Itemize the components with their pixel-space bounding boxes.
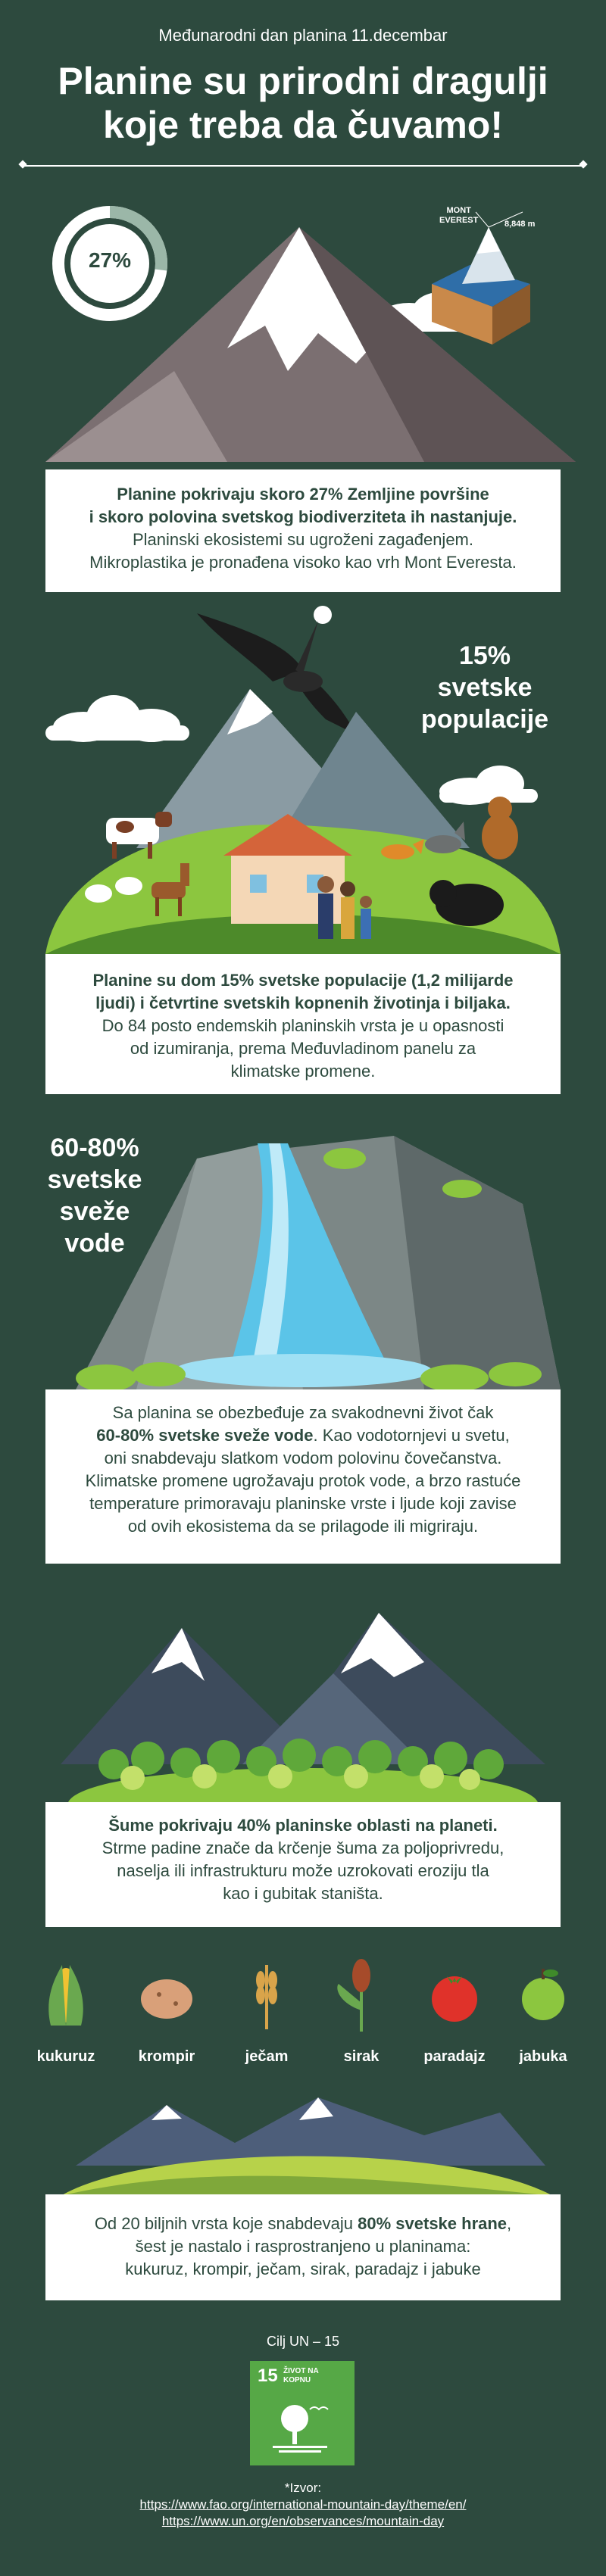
sorghum-icon	[337, 1959, 370, 2032]
s5-text-start: Od 20 biljnih vrsta koje snabdevaju	[94, 2214, 358, 2233]
s4-text-2: naselja ili infrastrukturu može uzrokovati eroziju tla	[117, 1861, 489, 1880]
s3-text-1: Sa planina se obezbeđuje za svakodnevni život čak	[112, 1403, 494, 1422]
s3-bold: 60-80% svetske sveže vode	[96, 1426, 314, 1445]
water-stat-3: sveže	[59, 1197, 130, 1226]
sdg-text	[283, 2367, 319, 2385]
page-title	[0, 59, 606, 147]
section5-textbox	[45, 2194, 561, 2300]
s5-bold: 80% svetske hrane	[358, 2214, 508, 2233]
crop-label-barley: ječam	[245, 2048, 289, 2065]
population-stat	[409, 640, 561, 735]
crop-label-corn: kukuruz	[36, 2048, 95, 2065]
water-stat-2: svetske	[47, 1165, 142, 1194]
s5-text-3: kukuruz, krompir, ječam, sirak, paradajz i jabuke	[125, 2259, 481, 2278]
event-subtitle: Međunarodni dan planina 11.decembar	[158, 26, 448, 45]
pop-stat-3: populacije	[420, 705, 549, 734]
section2-textbox	[45, 954, 561, 1094]
s1-bold-1: Planine pokrivaju skoro 27% Zemljine površine	[117, 485, 489, 504]
pop-stat-1: 15%	[458, 641, 511, 670]
everest-height: 8,848 m	[504, 220, 536, 229]
everest-label-2: EVEREST	[439, 216, 479, 225]
eagle-icon	[197, 606, 356, 734]
crops-illustration	[0, 1957, 606, 2041]
everest-label	[439, 206, 478, 226]
water-stat-4: vode	[64, 1229, 125, 1258]
s3-text-6: od ovih ekosistema da se prilagode ili migriraju.	[127, 1517, 479, 1536]
source-link-2-wrap	[0, 2514, 606, 2529]
s3-text-5: temperature primoravaju planinske vrste i ljude koji zavise	[89, 1494, 517, 1513]
s4-text-3: kao i gubitak staništa.	[223, 1884, 383, 1903]
title-line-2: koje treba da čuvamo!	[103, 104, 503, 146]
cloud-icon	[45, 695, 189, 742]
source-link-fao[interactable]: https://www.fao.org/international-mountain-day/theme/en/	[139, 2497, 467, 2512]
source-label: *Izvor:	[284, 2481, 322, 2495]
s1-text-2: Mikroplastika je pronađena visoko kao vrh Mont Everesta.	[89, 553, 517, 572]
tree-icon	[268, 2396, 336, 2456]
sdg-number: 15	[258, 2365, 278, 2386]
un-goal-label: Cilj UN – 15	[266, 2334, 340, 2349]
brown-bear-icon	[482, 797, 518, 859]
crop-label-potato: krompir	[138, 2048, 195, 2065]
section4-textbox	[45, 1802, 561, 1927]
crop-label-tomato: paradajz	[423, 2048, 486, 2065]
s1-bold-2: i skoro polovina svetskog biodiverziteta ih nastanjuje.	[89, 507, 517, 526]
s2-text-1: Do 84 posto endemskih planinskih vrsta je u opasnosti	[102, 1016, 504, 1035]
source-link-un[interactable]: https://www.un.org/en/observances/mountain-day	[161, 2514, 445, 2528]
s5-text-2: šest je nastalo i rasprostranjeno u planinama:	[135, 2237, 471, 2256]
water-stat-1: 60-80%	[50, 1134, 139, 1162]
section5-illustration	[0, 2082, 606, 2196]
header-divider	[23, 165, 583, 167]
source-link-1-wrap	[0, 2497, 606, 2512]
s2-bold-1: Planine su dom 15% svetske populacije (1,2 milijarde	[92, 971, 514, 990]
crop-label-sorghum: sirak	[343, 2048, 380, 2065]
s2-text-2: od izumiranja, prema Međuvladinom panelu za	[130, 1039, 476, 1058]
crop-label-apple: jabuka	[519, 2048, 567, 2065]
s2-bold-2: ljudi) i četvrtine svetskih kopnenih životinja i biljaka.	[95, 993, 511, 1012]
everest-label-1: MONT	[446, 206, 471, 215]
sdg-15-badge	[250, 2361, 355, 2465]
fresh-water-stat	[23, 1132, 167, 1259]
s3-text-3: oni snabdevaju slatkom vodom polovinu čovečanstva.	[104, 1449, 502, 1467]
sdg-text-1: ŽIVOT NA	[283, 2367, 319, 2375]
pop-stat-2: svetske	[437, 673, 533, 702]
tomato-icon	[432, 1976, 477, 2022]
s4-text-1: Strme padine znače da krčenje šuma za poljoprivredu,	[102, 1838, 504, 1857]
apple-icon	[522, 1969, 564, 2020]
barley-icon	[256, 1965, 277, 2029]
section3-textbox	[45, 1389, 561, 1564]
s1-text-1: Planinski ekosistemi su ugroženi zagađenjem.	[132, 530, 473, 549]
everest-inset	[432, 212, 530, 345]
sdg-text-2: KOPNU	[283, 2376, 311, 2384]
potato-icon	[141, 1979, 192, 2019]
s3-text-2: . Kao vodotornjevi u svetu,	[313, 1426, 510, 1445]
section1-textbox	[45, 469, 561, 592]
s3-text-4: Klimatske promene ugrožavaju protok vode, a brzo rastuće	[85, 1471, 521, 1490]
s2-text-3: klimatske promene.	[230, 1062, 376, 1081]
donut-value: 27%	[88, 248, 132, 272]
title-line-1: Planine su prirodni dragulji	[58, 60, 548, 102]
s4-bold-1: Šume pokrivaju 40% planinske oblasti na planeti.	[108, 1816, 498, 1835]
section4-illustration	[0, 1583, 606, 1802]
s5-text-end: ,	[507, 2214, 512, 2233]
corn-icon	[48, 1965, 83, 2026]
